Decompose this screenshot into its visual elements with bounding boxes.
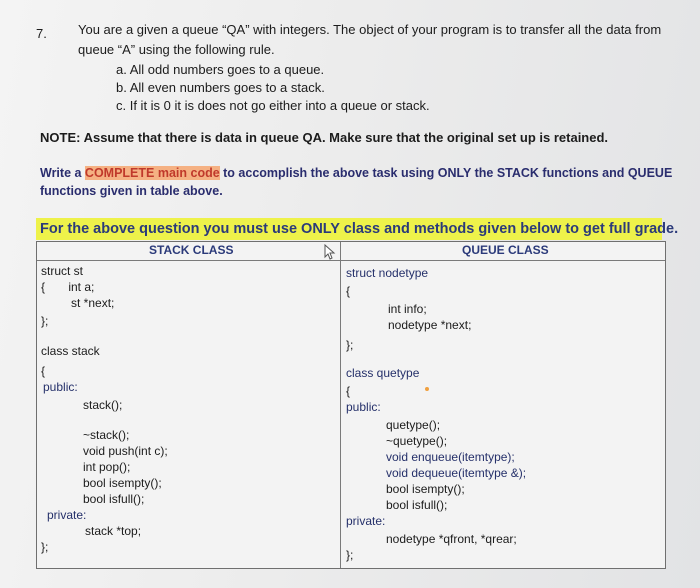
code-line: st *next; xyxy=(41,296,115,310)
rule-a: a. All odd numbers goes to a queue. xyxy=(116,62,325,77)
code-line: nodetype *qfront, *qrear; xyxy=(386,532,517,546)
task-highlight: COMPLETE main code xyxy=(84,166,220,180)
code-line: { int a; xyxy=(41,280,95,294)
code-line: }; xyxy=(346,338,354,352)
code-line: struct st xyxy=(41,264,84,278)
code-line: ~quetype(); xyxy=(386,434,448,448)
task-prefix: Write a xyxy=(40,166,85,180)
code-line: { xyxy=(346,384,351,398)
code-line: bool isfull(); xyxy=(83,492,145,506)
requirement-banner: For the above question you must use ONLY class and methods given below to get full grade. xyxy=(36,218,662,240)
question-number: 7. xyxy=(36,26,47,41)
task-instruction-line-1 xyxy=(40,166,672,180)
code-line: public: xyxy=(346,400,381,414)
code-line: int pop(); xyxy=(83,460,131,474)
code-line: private: xyxy=(47,508,87,522)
code-line: int info; xyxy=(388,302,427,316)
question-text-line-2: queue “A” using the following rule. xyxy=(78,42,275,57)
code-line: nodetype *next; xyxy=(388,318,472,332)
queue-class-header: QUEUE CLASS xyxy=(462,243,549,257)
code-line: ~stack(); xyxy=(83,428,130,442)
question-text-line-1: You are a given a queue “QA” with integers. The object of your program is to transfer all the data from xyxy=(78,22,662,37)
code-line: stack(); xyxy=(83,398,123,412)
code-line: { xyxy=(346,284,351,298)
code-line: }; xyxy=(41,540,49,554)
code-line: stack *top; xyxy=(85,524,142,538)
note-text: NOTE: Assume that there is data in queue QA. Make sure that the original set up is retained. xyxy=(40,130,609,145)
code-line: { xyxy=(41,364,46,378)
class-table xyxy=(36,241,666,569)
code-line: public: xyxy=(43,380,78,394)
rule-b: b. All even numbers goes to a stack. xyxy=(116,80,325,95)
code-line: void dequeue(itemtype &); xyxy=(386,466,527,480)
stack-class-header: STACK CLASS xyxy=(149,243,234,257)
code-line: void push(int c); xyxy=(83,444,168,458)
code-line: bool isfull(); xyxy=(386,498,448,512)
code-line: void enqueue(itemtype); xyxy=(386,450,515,464)
header-divider xyxy=(37,260,665,261)
code-line: class quetype xyxy=(346,366,420,380)
code-line: bool isempty(); xyxy=(386,482,465,496)
rule-c: c. If it is 0 it is does not go either into a queue or stack. xyxy=(116,98,430,113)
task-instruction-line-2: functions given in table above. xyxy=(40,184,223,198)
code-line: struct nodetype xyxy=(346,266,429,280)
code-line: }; xyxy=(346,548,354,562)
mouse-cursor-icon xyxy=(323,244,337,260)
code-line: private: xyxy=(346,514,386,528)
task-suffix: to accomplish the above task using ONLY the STACK functions and QUEUE xyxy=(219,166,673,180)
column-divider xyxy=(340,242,341,568)
orange-dot xyxy=(425,387,429,391)
code-line: class stack xyxy=(41,344,100,358)
code-line: }; xyxy=(41,314,49,328)
code-line: bool isempty(); xyxy=(83,476,162,490)
code-line: quetype(); xyxy=(386,418,441,432)
